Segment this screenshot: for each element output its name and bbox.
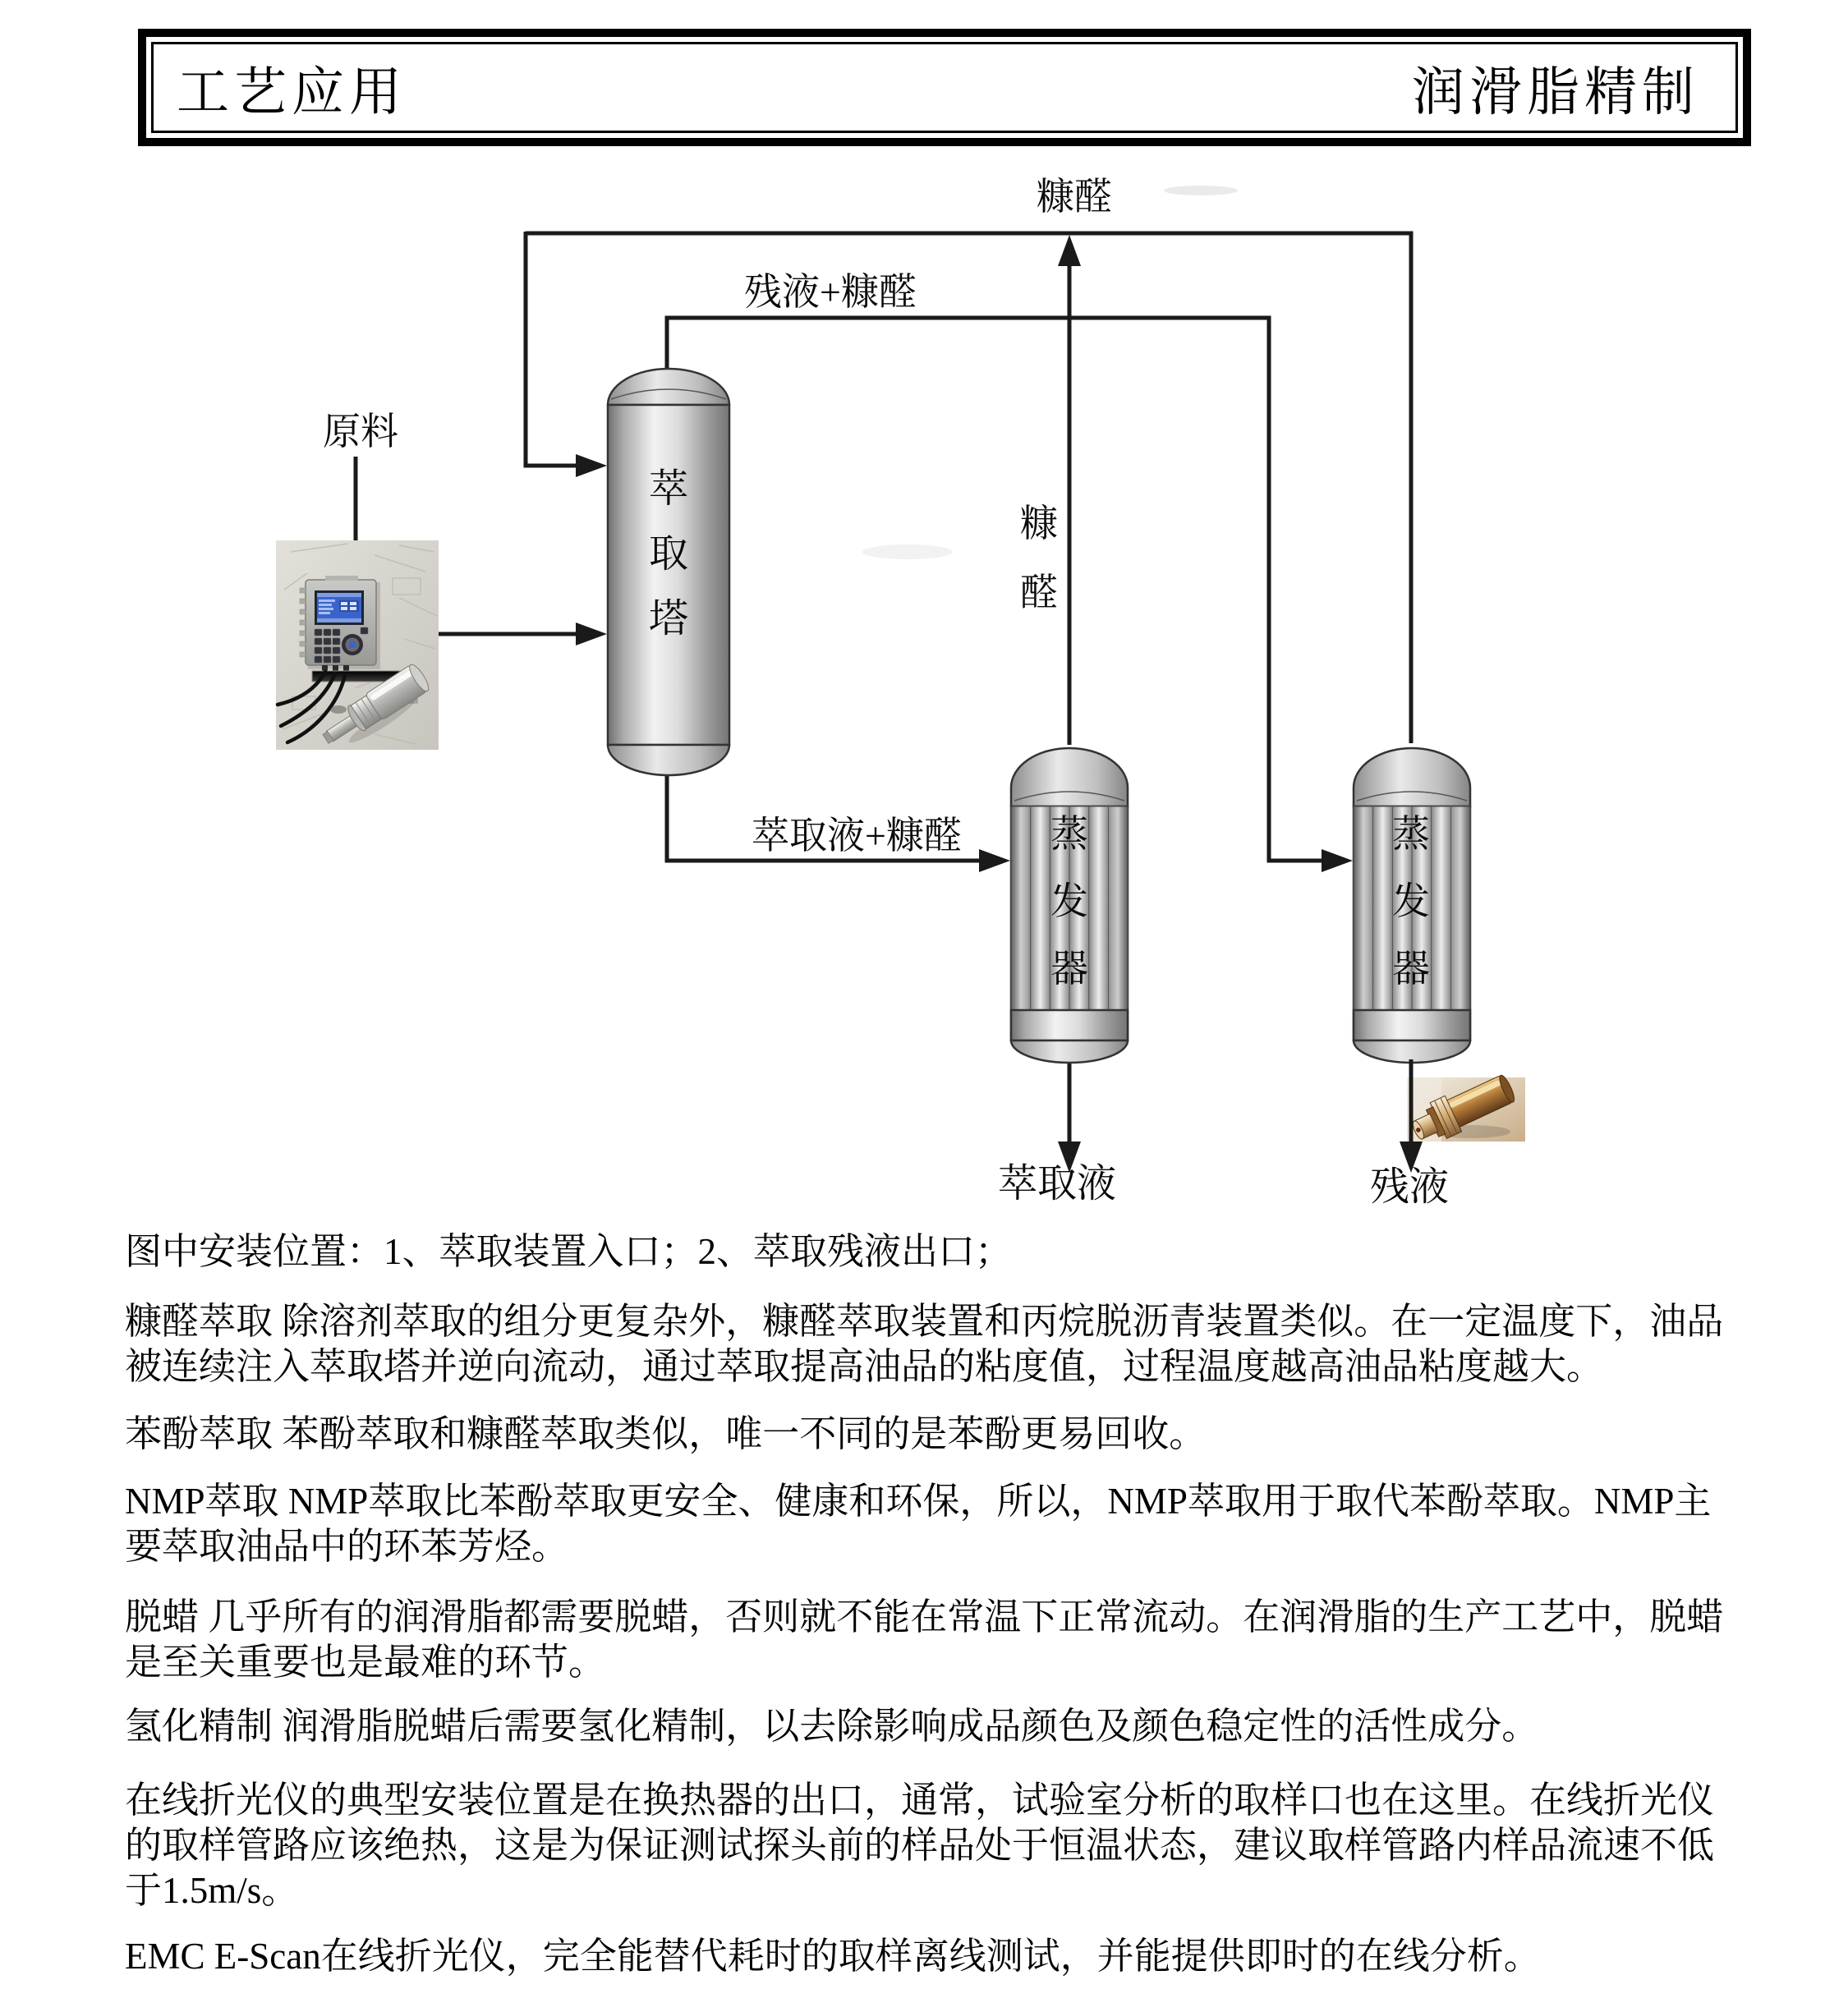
paragraph-install-positions: 图中安装位置：1、萃取装置入口；2、萃取残液出口； (125, 1231, 1013, 1272)
paragraph-hydrofinishing: 氢化精制 润滑脂脱蜡后需要氢化精制，以去除影响成品颜色及颜色稳定性的活性成分。 (125, 1706, 1539, 1747)
label-evaporator-2: 蒸发器 (1392, 813, 1430, 990)
paragraph-emc-escan: EMC E-Scan在线折光仪，完全能替代耗时的取样离线测试，并能提供即时的在线分析。 (125, 1936, 1541, 1977)
label-furfural-vertical: 糠醛 (1020, 503, 1058, 613)
label-raffinate-plus-furfural: 残液+糠醛 (744, 271, 917, 313)
paragraph-dewaxing: 脱蜡 几乎所有的润滑脂都需要脱蜡，否则就不能在常温下正常流动。在润滑脂的生产工艺中，脱蜡是至关重要也是最难的环节。 (125, 1596, 1724, 1683)
label-feed: 原料 (323, 411, 398, 452)
paragraph-nmp-extraction: NMP萃取 NMP萃取比苯酚萃取更安全、健康和环保，所以，NMP萃取用于取代苯酚萃取。NMP主要萃取油品中的环苯芳烃。 (125, 1481, 1712, 1567)
paragraph-furfural-extraction: 糠醛萃取 除溶剂萃取的组分更复杂外，糠醛萃取装置和丙烷脱沥青装置类似。在一定温度下，油品被连续注入萃取塔并逆向流动，通过萃取提高油品的粘度值，过程温度越高油品粘度越大。 (125, 1301, 1724, 1387)
paragraph-phenol-extraction: 苯酚萃取 苯酚萃取和糠醛萃取类似，唯一不同的是苯酚更易回收。 (125, 1413, 1207, 1454)
page-title-right: 润滑脂精制 (1412, 62, 1699, 122)
arrow-into-evaporator-2 (1322, 849, 1353, 872)
arrow-into-evaporator-1 (979, 849, 1010, 872)
label-raffinate-out: 残液 (1370, 1165, 1450, 1209)
arrow-furfural-up (1058, 235, 1081, 266)
paragraph-installation-location: 在线折光仪的典型安装位置是在换热器的出口，通常，试验室分析的取样口也在这里。在线折光仪的取样管路应该绝热，这是为保证测试探头前的样品处于恒温状态，建议取样管路内样品流速不低于1.5m/s。 (125, 1780, 1715, 1911)
label-extract-plus-furfural: 萃取液+糠醛 (752, 815, 962, 857)
scan-smudge (862, 544, 953, 559)
scan-smudge (1164, 186, 1238, 195)
label-extraction-tower: 萃取塔 (648, 467, 688, 641)
refractometer-controller-photo (276, 540, 439, 757)
label-furfural-top: 糠醛 (1037, 176, 1112, 218)
arrow-into-tower-feed (576, 622, 607, 645)
arrow-into-tower-top (576, 454, 607, 477)
page-title-left: 工艺应用 (177, 62, 407, 122)
probe-photo (1407, 1069, 1525, 1150)
label-evaporator-1: 蒸发器 (1050, 813, 1088, 990)
flow-lines (356, 232, 1411, 1143)
label-extract-out: 萃取液 (998, 1162, 1117, 1206)
